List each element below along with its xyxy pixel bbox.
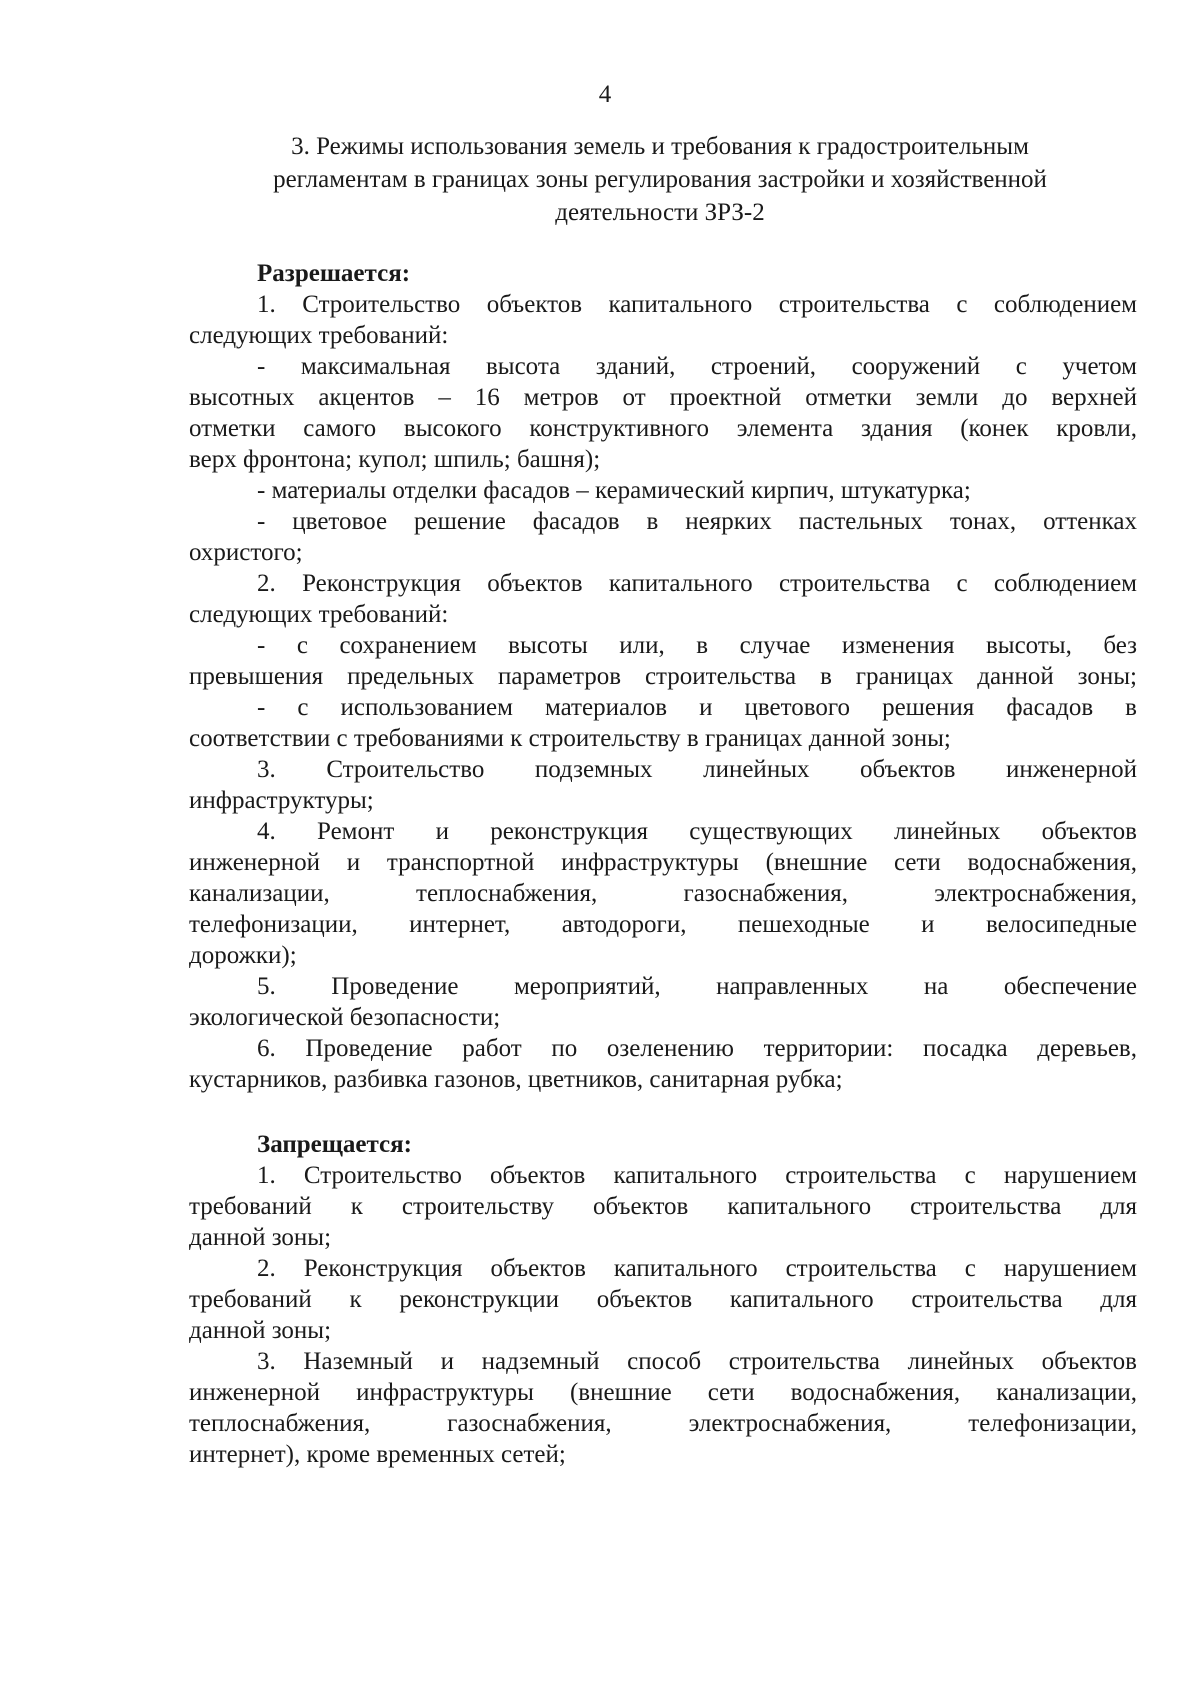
allowed-text-line: дорожки); (189, 942, 297, 969)
prohibited-text-line: данной зоны; (189, 1224, 332, 1251)
allowed-text-line: канализации, теплоснабжения, газоснабжения, электроснабжения, (189, 880, 1137, 907)
prohibited-text-line: интернет), кроме временных сетей; (189, 1441, 566, 1468)
page-number: 4 (598, 81, 612, 108)
section-title-line: деятельности ЗРЗ-2 (555, 199, 765, 226)
allowed-text-line: 2. Реконструкция объектов капитального строительства с соблюдением (257, 570, 1137, 597)
allowed-text-line: превышения предельных параметров строительства в границах данной зоны; (189, 663, 1137, 690)
document-body (189, 258, 1137, 1470)
prohibited-text-line: теплоснабжения, газоснабжения, электроснабжения, телефонизации, (189, 1410, 1137, 1437)
allowed-text-line: экологической безопасности; (189, 1004, 501, 1031)
allowed-text-line: отметки самого высокого конструктивного элемента здания (конек кровли, (189, 415, 1137, 442)
prohibited-text-line: требований к реконструкции объектов капитального строительства для (189, 1286, 1137, 1313)
allowed-text-line: - с сохранением высоты или, в случае изменения высоты, без (257, 632, 1137, 659)
allowed-text-line: охристого; (189, 539, 303, 566)
allowed-text-line: телефонизации, интернет, автодороги, пешеходные и велосипедные (189, 911, 1137, 938)
allowed-text-line: следующих требований: (189, 601, 449, 628)
allowed-text-line: - с использованием материалов и цветового решения фасадов в (257, 694, 1137, 721)
allowed-text-line: 6. Проведение работ по озеленению территории: посадка деревьев, (257, 1035, 1137, 1062)
allowed-text-line: 1. Строительство объектов капитального строительства с соблюдением (257, 291, 1137, 318)
allowed-text-line: 5. Проведение мероприятий, направленных на обеспечение (257, 973, 1137, 1000)
prohibited-text-line: 2. Реконструкция объектов капитального строительства с нарушением (257, 1255, 1137, 1282)
allowed-text-line: соответствии с требованиями к строительству в границах данной зоны; (189, 725, 951, 752)
allowed-text-line: инфраструктуры; (189, 787, 374, 814)
prohibited-text-line: 3. Наземный и надземный способ строительства линейных объектов (257, 1348, 1137, 1375)
section-title-line: 3. Режимы использования земель и требования к градостроительным (291, 133, 1029, 160)
allowed-list (189, 289, 1137, 1095)
allowed-text-line: высотных акцентов – 16 метров от проектной отметки земли до верхней (189, 384, 1137, 411)
allowed-text-line: верх фронтона; купол; шпиль; башня); (189, 446, 601, 473)
prohibited-text-line: данной зоны; (189, 1317, 332, 1344)
allowed-text-line: кустарников, разбивка газонов, цветников, санитарная рубка; (189, 1066, 843, 1093)
allowed-text-line: - материалы отделки фасадов – керамический кирпич, штукатурка; (257, 477, 971, 504)
prohibited-list (189, 1160, 1137, 1470)
section-title (180, 130, 1140, 229)
allowed-text-line: - максимальная высота зданий, строений, сооружений с учетом (257, 353, 1137, 380)
prohibited-heading: Запрещается: (257, 1131, 413, 1158)
allowed-text-line: - цветовое решение фасадов в неярких пастельных тонах, оттенках (257, 508, 1137, 535)
section-title-line: регламентам в границах зоны регулирования застройки и хозяйственной (273, 166, 1047, 193)
allowed-text-line: следующих требований: (189, 322, 449, 349)
allowed-heading: Разрешается: (257, 260, 411, 287)
prohibited-text-line: требований к строительству объектов капитального строительства для (189, 1193, 1137, 1220)
allowed-text-line: инженерной и транспортной инфраструктуры (внешние сети водоснабжения, (189, 849, 1137, 876)
prohibited-text-line: инженерной инфраструктуры (внешние сети водоснабжения, канализации, (189, 1379, 1137, 1406)
allowed-text-line: 3. Строительство подземных линейных объектов инженерной (257, 756, 1137, 783)
section-gap (189, 1095, 1137, 1129)
allowed-text-line: 4. Ремонт и реконструкция существующих линейных объектов (257, 818, 1137, 845)
prohibited-text-line: 1. Строительство объектов капитального строительства с нарушением (257, 1162, 1137, 1189)
